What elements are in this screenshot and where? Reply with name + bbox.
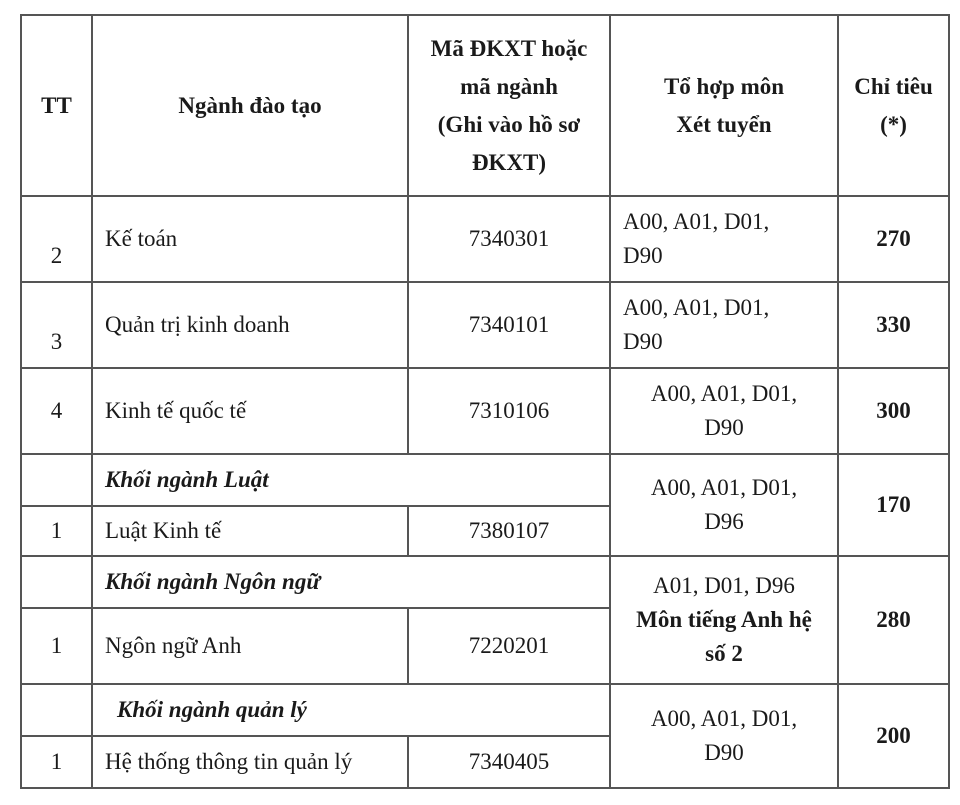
row-tt: 1 (21, 736, 92, 788)
admission-table (20, 14, 950, 789)
group-combo: A00, A01, D01, D96 (610, 454, 838, 556)
row-tt: 2 (21, 196, 92, 282)
header-major: Ngành đào tạo (92, 15, 408, 196)
group-tt-empty (21, 684, 92, 736)
header-code: Mã ĐKXT hoặc mã ngành (Ghi vào hồ sơ ĐKXT) (408, 15, 610, 196)
row-code: 7380107 (408, 506, 610, 556)
group-quota: 280 (838, 556, 949, 684)
group-title: Khối ngành Ngôn ngữ (92, 556, 610, 608)
row-major: Ngôn ngữ Anh (92, 608, 408, 684)
group-header-row (21, 684, 949, 736)
row-code: 7340101 (408, 282, 610, 368)
header-combo: Tổ hợp môn Xét tuyển (610, 15, 838, 196)
row-tt: 1 (21, 506, 92, 556)
row-combo: A00, A01, D01, D90 (610, 368, 838, 454)
header-tt: TT (21, 15, 92, 196)
row-tt: 3 (21, 282, 92, 368)
row-quota: 300 (838, 368, 949, 454)
row-code: 7310106 (408, 368, 610, 454)
group-tt-empty (21, 556, 92, 608)
row-tt: 1 (21, 608, 92, 684)
row-combo: A00, A01, D01, D90 (610, 196, 838, 282)
row-major: Kế toán (92, 196, 408, 282)
header-quota: Chỉ tiêu (*) (838, 15, 949, 196)
row-code: 7340405 (408, 736, 610, 788)
table-row (21, 368, 949, 454)
header-row (21, 15, 949, 196)
group-header-row (21, 556, 949, 608)
row-major: Luật Kinh tế (92, 506, 408, 556)
group-combo: A00, A01, D01, D90 (610, 684, 838, 788)
table-row (21, 196, 949, 282)
table-row (21, 282, 949, 368)
row-quota: 270 (838, 196, 949, 282)
group-title: Khối ngành quản lý (92, 684, 610, 736)
row-quota: 330 (838, 282, 949, 368)
group-title: Khối ngành Luật (92, 454, 610, 506)
group-header-row (21, 454, 949, 506)
group-tt-empty (21, 454, 92, 506)
row-code: 7340301 (408, 196, 610, 282)
row-major: Kinh tế quốc tế (92, 368, 408, 454)
group-combo: A01, D01, D96 Môn tiếng Anh hệ số 2 (610, 556, 838, 684)
group-quota: 200 (838, 684, 949, 788)
group-quota: 170 (838, 454, 949, 556)
row-code: 7220201 (408, 608, 610, 684)
row-major: Hệ thống thông tin quản lý (92, 736, 408, 788)
row-tt: 4 (21, 368, 92, 454)
row-major: Quản trị kinh doanh (92, 282, 408, 368)
row-combo: A00, A01, D01, D90 (610, 282, 838, 368)
